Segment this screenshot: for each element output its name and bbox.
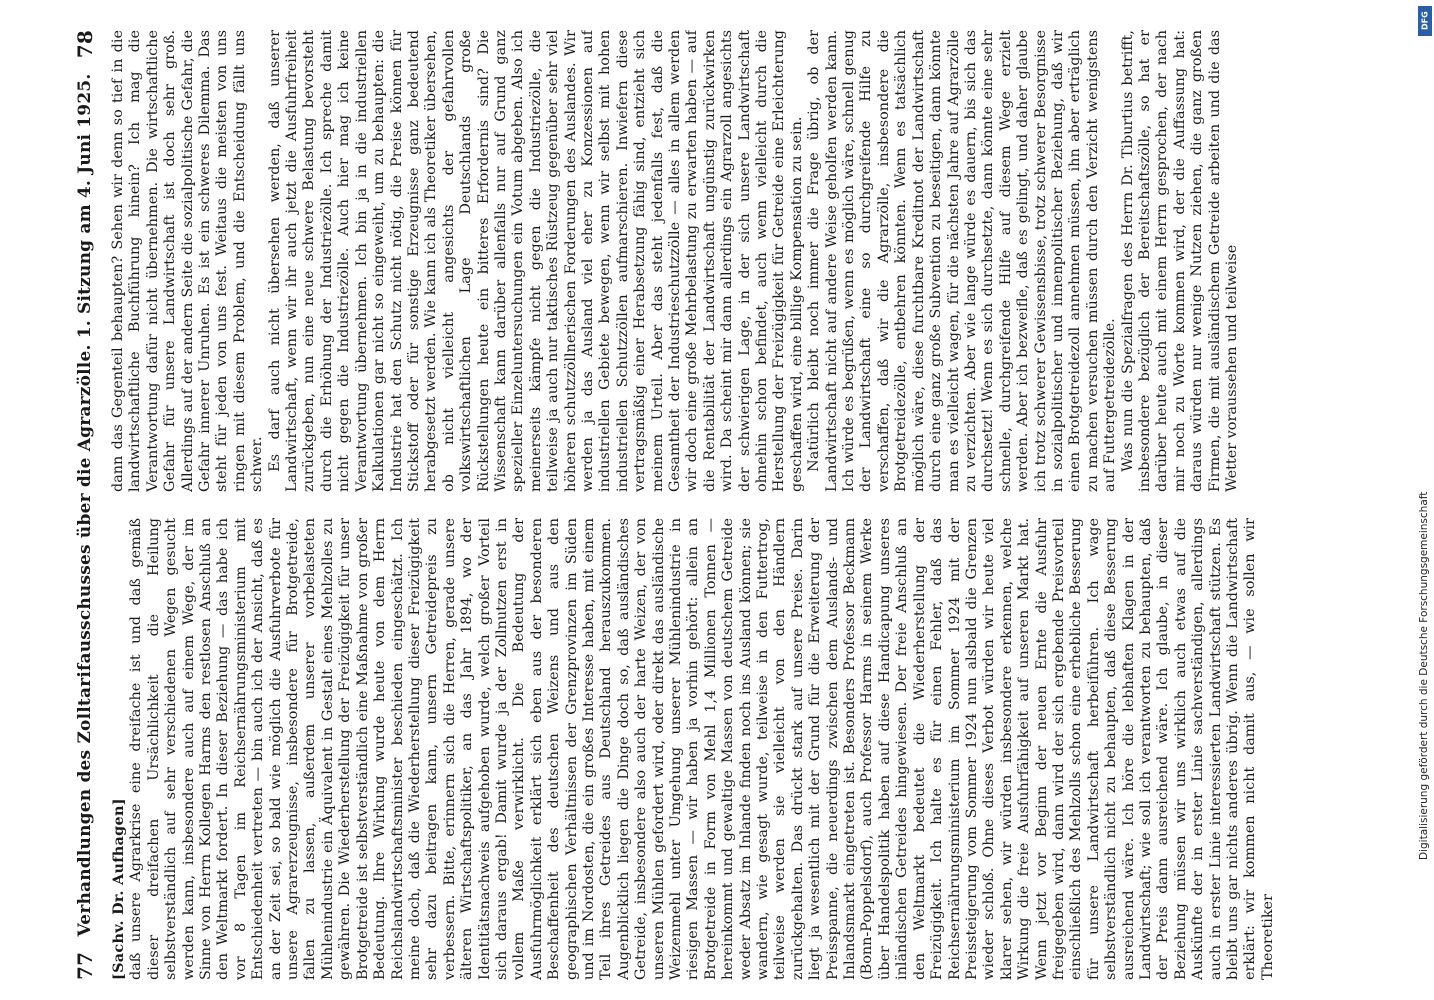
running-title: Verhandlungen des Zolltarifausschusses über die Agrarzölle. 1. Sitzung am 4. Juni 1925. — [75, 73, 95, 937]
paragraph: Es darf auch nicht übersehen werden, daß unserer Landwirtschaft, wenn wir ihr auch jetzt die Ausfuhrfreiheit zurückgeben, nun eine neue schwere Belastung bevorsteht durch die Erhöhung der Industriezölle. Ich spreche damit nicht gegen die Industriezölle. Auch hier mag ich keine Verantwortung übernehmen. Ich bin ja in die industriellen Kalkulationen gar nicht so eingeweiht, um zu behaupten: die Industrie hat den Schutz nicht nötig, die Preise können für Stickstoff oder für sonstige Erzeugnisse ganz bedeutend herabgesetzt werden. Wie kann ich als Theoretiker übersehen, ob nicht vielleicht angesichts der gefahrvollen volkswirtschaftlichen Lage Deutschlands große Rückstellungen heute ein bitteres Erfordernis sind? Die Wissenschaft kann darüber allenfalls nur auf Grund ganz spezieller Einzeluntersuchungen ein Votum abgeben. Also ich meinerseits kämpfe nicht gegen die Industriezölle, die teilweise ja auch nur taktisches Rüstzeug gegenüber sehr viel höheren schutzzöllnerischen Forderungen des Auslandes. Wir werden ja das Ausland viel eher zu Konzessionen auf industriellen Gebiete bewegen, wenn wir selbst mit hohen industriellen Schutzzöllen aufmarschieren. Inwiefern diese vertragsmäßig einer Herabsetzung fähig sind, entzieht sich meinem Urteil. Aber das steht jedenfalls fest, daß die Gesamtheit der Industrieschutzzölle — alles in allem werden wir doch eine große Mehrbelastung zu erwarten haben — auf die Rentabilität der Landwirtschaft ungünstig zurückwirken wird. Da scheint mir dann allerdings ein Agrarzoll angesichts der schwierigen Lage, in der sich unsere Landwirtschaft ohnehin schon befindet, auch wenn vielleicht durch die Herstellung der Freizügigkeit für Getreide eine Erleichterung geschaffen wird, eine billige Kompensation zu sein. — [266, 30, 805, 492]
column-right — [110, 30, 1360, 492]
speaker-label — [110, 518, 128, 980]
column-left — [110, 518, 1360, 980]
page-number-left: 77 — [73, 951, 97, 980]
speaker-name: [Sachv. Dr. Aufhagen] — [110, 798, 127, 980]
paragraph: Was nun die Spezialfragen des Herrn Dr. Tiburtius betrifft, insbesondere bezüglich der Bereitschaftszölle, so hat er darüber heute auch mit einem Herrn gesprochen, der nach mir noch zu Worte kommen wird, der die Auffassung hat: daraus würden nur wenige Nutzen ziehen, die ganz großen Firmen, die mit ausländischem Getreide arbeiten und die das Wetter voraussehen und teilweise — [1119, 30, 1240, 492]
paragraph: dann das Gegenteil behaupten? Sehen wir denn so tief in die landwirtschaftliche Buchführung hinein? Ich mag die Verantwortung dafür nicht übernehmen. Die wirtschaftliche Gefahr für unsere Landwirtschaft ist doch sehr groß. Allerdings auf der andern Seite die sozialpolitische Gefahr, die Gefahr innerer Unruhen. Es ist ein schweres Dilemma. Das steht für jeden von uns fest. Weitaus die meisten von uns ringen mit diesem Problem, und die Entscheidung fällt uns schwer. — [110, 30, 266, 492]
page-number-right: 78 — [73, 30, 97, 59]
dfg-logo-badge: DFG — [1418, 6, 1432, 36]
page-header — [70, 30, 100, 980]
paragraph: Natürlich bleibt noch immer die Frage übrig, ob der Landwirtschaft nicht auf andere Weise geholfen werden kann. Ich würde es begrüßen, wenn es möglich wäre, schnell genug der Landwirtschaft eine so durchgreifende Hilfe zu verschaffen, daß wir die Agrarzölle, insbesondere die Brotgetreidezölle, entbehren könnten. Wenn es tatsächlich möglich wäre, diese furchtbare Kreditnot der Landwirtschaft durch eine ganz große Subvention zu beseitigen, dann könnte man es vielleicht wagen, für die nächsten Jahre auf Agrarzölle zu verzichten. Aber wie lange würde es dauern, bis sich das durchsetzt! Wenn es sich durchsetzte, dann könnte eine sehr schnelle, durchgreifende Hilfe auf diesem Wege erzielt werden. Aber ich bezweifle, daß es gelingt, und daher glaube ich trotz schwerer Gewissensbisse, trotz schwerer Besorgnisse in sozialpolitischer und innenpolitischer Beziehung, daß wir einen Brotgetreidezoll annehmen müssen, ihn aber erträglich zu machen versuchen müssen durch den Verzicht wenigstens auf Futtergetreidezölle. — [806, 30, 1119, 492]
digitization-credit: Digitalisierung gefördert durch die Deutsche Forschungsgemeinschaft — [1418, 491, 1430, 860]
document-page — [70, 30, 1370, 980]
text-columns — [110, 30, 1360, 980]
paragraph: daß unsere Agrarkrise eine dreifache ist und daß gemäß dieser dreifachen Ursächlichkeit die Heilung selbstverständlich auf sehr verschiedenen Wegen gesucht werden kann, insbesondere auch auf einem Wege, der im Sinne von Herrn Kollegen Harms den restlosen Anschluß an den Weltmarkt fordert. In dieser Beziehung — das habe ich vor 8 Tagen im Reichsernährungsministerium mit Entschiedenheit vertreten — bin auch ich der Ansicht, daß es an der Zeit sei, so bald wie möglich die Ausfuhrverbote für unsere Agrarerzeugnisse, insbesondere für Brotgetreide, fallen zu lassen, außerdem unserer vorbelasteten Mühlenindustrie ein Äquivalent in Gestalt eines Mehlzolles zu gewähren. Die Wiederherstellung der Freizügigkeit für unser Brotgetreide ist selbstverständlich eine Maßnahme von großer Bedeutung. Ihre Wirkung wurde heute von dem Herrn Reichslandwirtschaftsminister beschieden eingeschätzt. Ich meine doch, daß die Wiederherstellung dieser Freizügigkeit sehr dazu beitragen kann, unsern Getreidepreis zu verbessern. Bitte, erinnern sich die Herren, gerade unsere älteren Wirtschaftspolitiker, an das Jahr 1894, wo der Identitätsnachweis aufgehoben wurde, welch großer Vorteil sich daraus ergab! Damit wurde ja der Zollnutzen erst in vollem Maße verwirklicht. Die Bedeutung der Ausfuhrmöglichkeit erklärt sich eben aus der besonderen Beschaffenheit des deutschen Weizens und aus den geographischen Verhältnissen der Grenzprovinzen im Süden und im Nordosten, die ein großes Interesse haben, mit einem Teil ihres Getreides aus Deutschland herauszukommen. Augenblicklich liegen die Dinge doch so, daß ausländisches Getreide, insbesondere also auch der harte Weizen, der von unseren Mühlen gefordert wird, oder direkt das ausländische Weizenmehl unter Umgehung unserer Mühlenindustrie in riesigen Massen — wir haben ja vorhin gehört: allein an Brotgetreide in Form von Mehl 1,4 Millionen Tonnen — hereinkommt und gewaltige Massen von deutschem Getreide weder Absatz im Inlande finden noch ins Ausland können; sie wandern, wie gesagt wurde, teilweise in den Futtertrog, teilweise werden sie vielleicht von den Händlern zurückgehalten. Das drückt stark auf unsere Preise. Darin liegt ja wesentlich mit der Grund für die Erweiterung der Preisspanne, die neuerdings zwischen dem Auslands- und Inlandsmarkt eingetreten ist. Besonders Professor Beckmann (Bonn-Poppelsdorf), auch Professor Harms in seinem Werke über Handelspolitik haben auf diese Handicapung unseres inländischen Getreides hingewiesen. Der freie Anschluß an den Weltmarkt bedeutet die Wiederherstellung der Freizügigkeit. Ich halte es für einen Fehler, daß das Reichsernährungsministerium im Sommer 1924 mit der Preissteigerung vom Sommer 1924 nun alsbald die Grenzen wieder schloß. Ohne dieses Verbot würden wir heute viel klarer sehen, wir würden insbesondere erkennen, welche Wirkung die freie Ausfuhrfähigkeit auf unseren Markt hat. Wenn jetzt vor Beginn der neuen Ernte die Ausfuhr freigegeben wird, dann wird der sich ergebende Preisvorteil einschließlich des Mehlzolls schon eine erhebliche Besserung für unsere Landwirtschaft herbeiführen. Ich wage selbstverständlich nicht zu behaupten, daß diese Besserung ausreichend wäre. Ich höre die lebhaften Klagen in der Landwirtschaft; wie soll ich verantworten zu behaupten, daß der Preis dann ausreichend wäre. Ich glaube, in dieser Beziehung müssen wir uns wirklich auch etwas auf die Auskünfte der in erster Linie sachverständigen, allerdings auch in erster Linie interessierten Landwirtschaft stützen. Es bleibt uns gar nichts anderes übrig. Wenn die Landwirtschaft erklärt: wir kommen nicht damit aus, — wie sollen wir Theoretiker — [128, 518, 1276, 980]
